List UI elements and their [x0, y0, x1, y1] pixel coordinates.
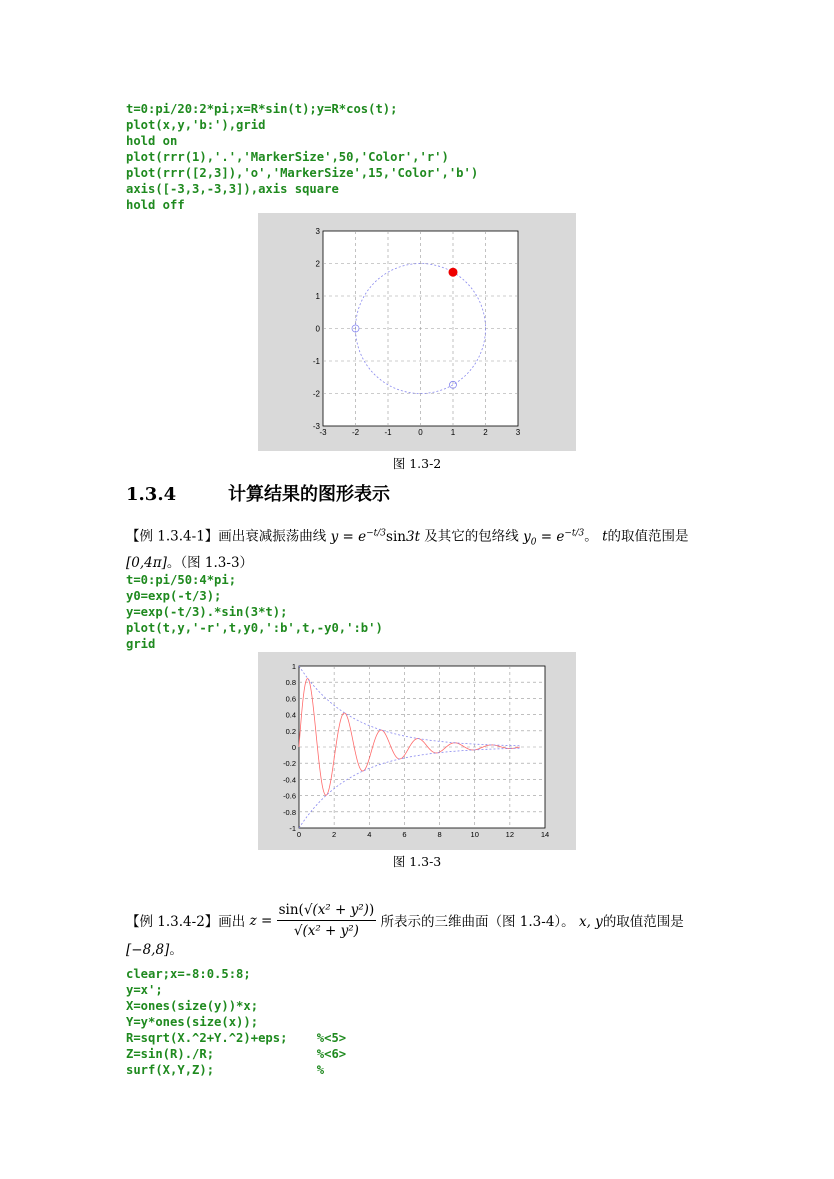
x-tick-label: -3 — [319, 428, 327, 437]
y-tick-label: 0.8 — [285, 678, 296, 688]
formula-z: z = $\frac{\text{sin(√(x² + y²))}}{\text{√(x² + y²)}}$ — [249, 902, 375, 939]
code-block-1 — [126, 101, 478, 213]
code-line: hold on — [126, 134, 178, 148]
x-tick-label: 6 — [402, 830, 407, 839]
example-1-text-after: 的取值范围是 — [607, 528, 689, 545]
code-line: surf(X,Y,Z); % — [126, 1063, 325, 1077]
y-tick-label: -0.8 — [283, 807, 296, 817]
x-tick-label: 2 — [332, 830, 337, 839]
code-line: Z=sin(R)./R; %<6> — [126, 1047, 347, 1061]
code-line: plot(rrr([2,3]),'o','MarkerSize',15,'Color','b') — [126, 166, 479, 180]
x-tick-label: 2 — [483, 428, 488, 437]
x-tick-label: 1 — [450, 428, 456, 437]
example-2-text-range: 的取值范围是 — [602, 914, 684, 930]
figure-1-caption: 图 1.3-2 — [392, 456, 442, 471]
example-2-label: 【例 1.3.4-2】 — [126, 914, 219, 930]
y-tick-label: -1 — [312, 357, 320, 366]
figure-2-plot — [258, 652, 576, 850]
section-heading — [126, 480, 390, 506]
x-tick-label: 12 — [505, 830, 515, 839]
code-line: hold off — [126, 198, 185, 212]
example-1-ref: 。（图 1.3-3） — [166, 555, 254, 571]
example-1-range: [0,4π] — [126, 555, 167, 571]
x-tick-label: 0 — [296, 830, 302, 839]
var-t: t — [602, 528, 608, 545]
example-1-period: 。 — [584, 528, 598, 545]
code-line: t=0:pi/20:2*pi;x=R*sin(t);y=R*cos(t); — [126, 102, 398, 116]
formula-y0: $y_0 = e^{-t/3}$ — [523, 528, 585, 548]
y-tick-label: 2 — [315, 259, 320, 269]
y-tick-label: -1 — [289, 824, 296, 833]
code-line: axis([-3,3,-3,3]),axis square — [126, 182, 339, 196]
code-line: plot(x,y,'b:'),grid — [126, 118, 266, 132]
code-line: clear;x=-8:0.5:8; — [126, 967, 251, 981]
y-tick-label: -0.4 — [283, 775, 296, 785]
figure-1-frame — [258, 213, 576, 451]
example-2-line-2 — [126, 940, 183, 960]
y-tick-label: -3 — [312, 422, 320, 431]
example-2-range: [−8,8] — [126, 942, 170, 958]
code-line: y=exp(-t/3).*sin(3*t); — [126, 605, 288, 619]
code-block-2 — [126, 572, 383, 652]
figure-2-frame — [258, 652, 576, 850]
example-1-text-before: 画出衰减振荡曲线 — [218, 528, 327, 545]
example-1-line-2 — [126, 553, 253, 573]
x-tick-label: 14 — [540, 830, 550, 839]
figure-1-plot — [258, 213, 576, 451]
example-2-text-before: 画出 — [218, 914, 246, 930]
x-tick-label: 3 — [515, 428, 521, 437]
example-1-text-middle: 及其它的包络线 — [424, 528, 519, 545]
y-tick-label: -2 — [312, 389, 320, 399]
figure-2-caption: 图 1.3-3 — [392, 854, 442, 869]
code-line: Y=y*ones(size(x)); — [126, 1015, 259, 1029]
x-tick-label: 0 — [418, 428, 423, 437]
code-line: X=ones(size(y))*x; — [126, 999, 259, 1013]
y-tick-label: 0.4 — [285, 710, 296, 720]
example-2-period: 。 — [169, 942, 183, 958]
example-2-vars: x, y — [578, 914, 603, 930]
section-title: 计算结果的图形表示 — [228, 484, 390, 505]
y-tick-label: 0.6 — [285, 694, 296, 704]
filled-point — [449, 268, 458, 277]
y-tick-label: 0 — [291, 743, 296, 752]
y-tick-label: 0.2 — [285, 726, 296, 736]
code-line: t=0:pi/50:4*pi; — [126, 573, 237, 587]
code-line: grid — [126, 637, 156, 651]
x-tick-label: 4 — [367, 830, 372, 839]
x-tick-label: -1 — [384, 428, 392, 437]
example-2-line-1 — [126, 902, 684, 943]
x-tick-label: -2 — [351, 428, 360, 437]
y-tick-label: -0.6 — [283, 791, 296, 801]
section-number: 1.3.4 — [126, 484, 177, 505]
code-line: y=x'; — [126, 983, 163, 997]
y-tick-label: 3 — [315, 227, 320, 236]
code-line: plot(rrr(1),'.','MarkerSize',50,'Color','r') — [126, 150, 449, 164]
x-tick-label: 10 — [470, 830, 479, 839]
example-1-line-1 — [126, 523, 689, 552]
formula-y: $y = e^{-t/3}\sin 3t$ — [330, 528, 420, 545]
y-tick-label: -0.2 — [283, 759, 296, 769]
y-tick-label: 1 — [315, 292, 320, 301]
code-line: R=sqrt(X.^2+Y.^2)+eps; %<5> — [126, 1031, 347, 1045]
code-line: y0=exp(-t/3); — [126, 589, 222, 603]
code-line: plot(t,y,'-r',t,y0,':b',t,-y0,':b') — [126, 621, 383, 635]
y-tick-label: 0 — [315, 324, 320, 334]
y-tick-label: 1 — [291, 662, 296, 671]
example-1-label: 【例 1.3.4-1】 — [126, 528, 219, 545]
code-block-3 — [126, 966, 346, 1078]
example-2-text-after: 所表示的三维曲面（图 1.3-4）。 — [380, 914, 575, 930]
x-tick-label: 8 — [437, 830, 442, 839]
